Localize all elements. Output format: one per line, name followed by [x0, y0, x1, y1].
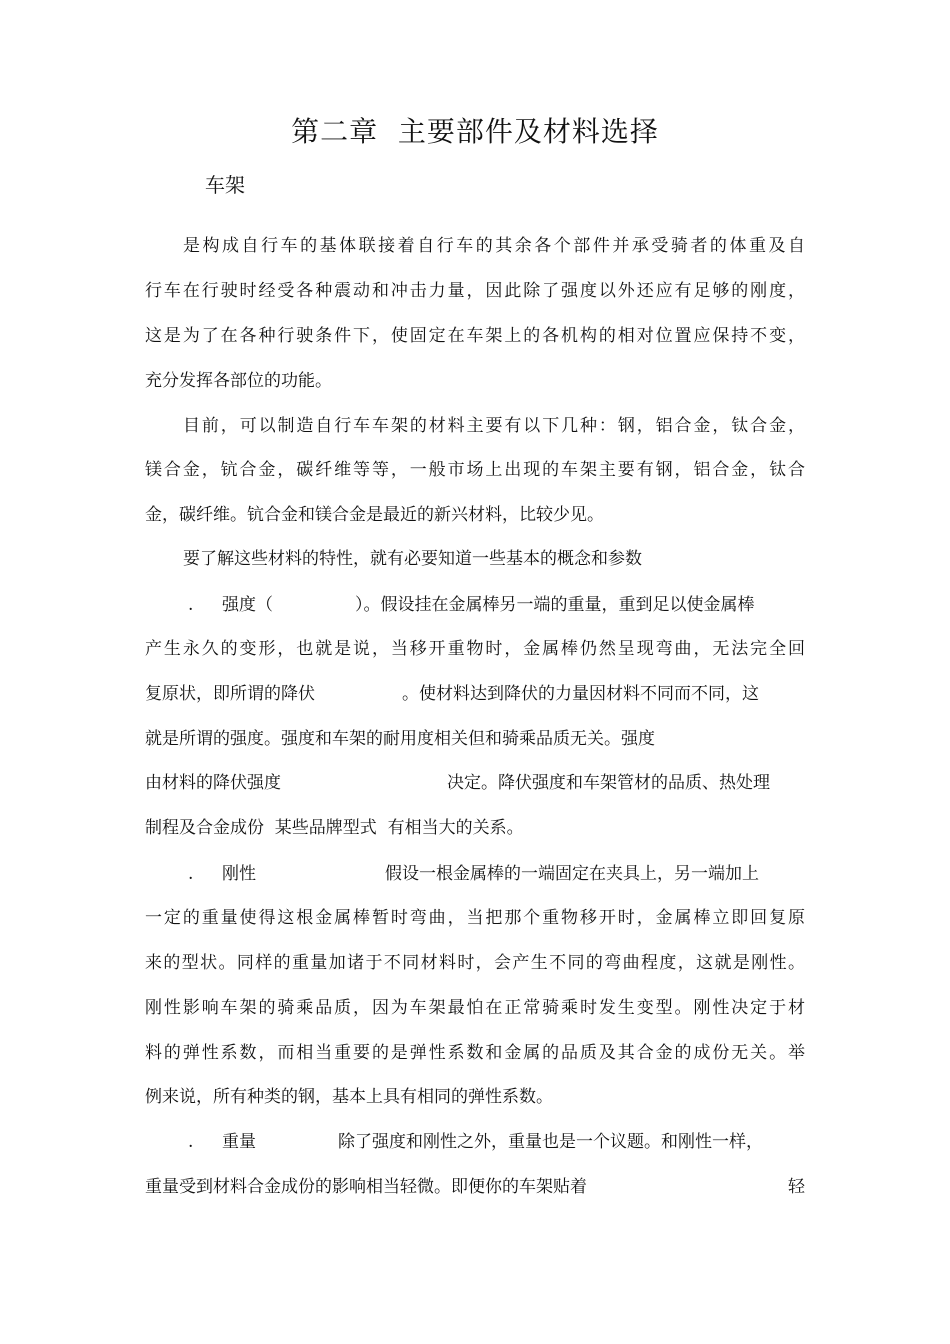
- paragraph-segment: 除了强度和刚性之外，重量也是一个议题。和刚性一样，: [338, 1132, 763, 1152]
- paragraph-segment: 决定。降伏强度和车架管材的品质、热处理: [447, 773, 770, 793]
- paragraph-segment: 假设一根金属棒的一端固定在夹具上，另一端加上: [385, 864, 759, 884]
- paragraph-line: 制程及合金成份 某些品牌型式 有相当大的关系。: [145, 818, 524, 838]
- list-marker: .: [188, 1132, 194, 1152]
- stiffness-term: 刚性: [222, 864, 256, 884]
- paragraph-line: 料的弹性系数，而相当重要的是弹性系数和金属的品质及其合金的成份无关。举: [145, 1043, 805, 1063]
- paragraph-line: 产生永久的变形，也就是说，当移开重物时，金属棒仍然呈现弯曲，无法完全回: [145, 639, 805, 659]
- paragraph-segment: 。使材料达到降伏的力量因材料不同而不同，这: [402, 684, 759, 704]
- paragraph-line: 镁合金，钪合金，碳纤维等等，一般市场上出现的车架主要有钢，铝合金，钛合: [145, 460, 805, 480]
- paragraph-line: 一定的重量使得这根金属棒暂时弯曲，当把那个重物移开时，金属棒立即回复原: [145, 908, 805, 928]
- paragraph-segment: ）。假设挂在金属棒另一端的重量，重到足以使金属棒: [355, 595, 755, 615]
- paragraph-segment: 由材料的降伏强度: [145, 773, 281, 793]
- paragraph-line: 要了解这些材料的特性，就有必要知道一些基本的概念和参数: [183, 549, 642, 569]
- paragraph-line: 来的型状。同样的重量加诸于不同材料时，会产生不同的弯曲程度，这就是刚性。: [145, 953, 805, 973]
- chapter-title: 第二章 主要部件及材料选择: [291, 115, 659, 148]
- paragraph-line: 目前，可以制造自行车车架的材料主要有以下几种：钢，铝合金，钛合金，: [183, 416, 805, 436]
- list-marker: .: [188, 595, 194, 615]
- paragraph-line: 就是所谓的强度。强度和车架的耐用度相关但和骑乘品质无关。强度: [145, 729, 655, 749]
- paragraph-line: 刚性影响车架的骑乘品质，因为车架最怕在正常骑乘时发生变型。刚性决定于材: [145, 998, 805, 1018]
- paragraph-line: 例来说，所有种类的钢，基本上具有相同的弹性系数。: [145, 1087, 553, 1107]
- strength-term: 强度（: [222, 595, 273, 615]
- paragraph-line: 金，碳纤维。钪合金和镁合金是最近的新兴材料，比较少见。: [145, 505, 604, 525]
- paragraph-line: 充分发挥各部位的功能。: [145, 371, 332, 391]
- paragraph-line: 是构成自行车的基体联接着自行车的其余各个部件并承受骑者的体重及自: [183, 236, 805, 256]
- paragraph-line: 行车在行驶时经受各种震动和冲击力量，因此除了强度以外还应有足够的刚度，: [145, 281, 805, 301]
- list-marker: .: [188, 864, 194, 884]
- paragraph-segment: 重量受到材料合金成份的影响相当轻微。即便你的车架贴着: [145, 1177, 587, 1197]
- weight-term: 重量: [222, 1132, 256, 1152]
- paragraph-line: 这是为了在各种行驶条件下，使固定在车架上的各机构的相对位置应保持不变，: [145, 326, 805, 346]
- paragraph-segment: 复原状，即所谓的降伏: [145, 684, 315, 704]
- section-heading: 车架: [205, 173, 245, 197]
- paragraph-segment: 轻: [788, 1177, 805, 1197]
